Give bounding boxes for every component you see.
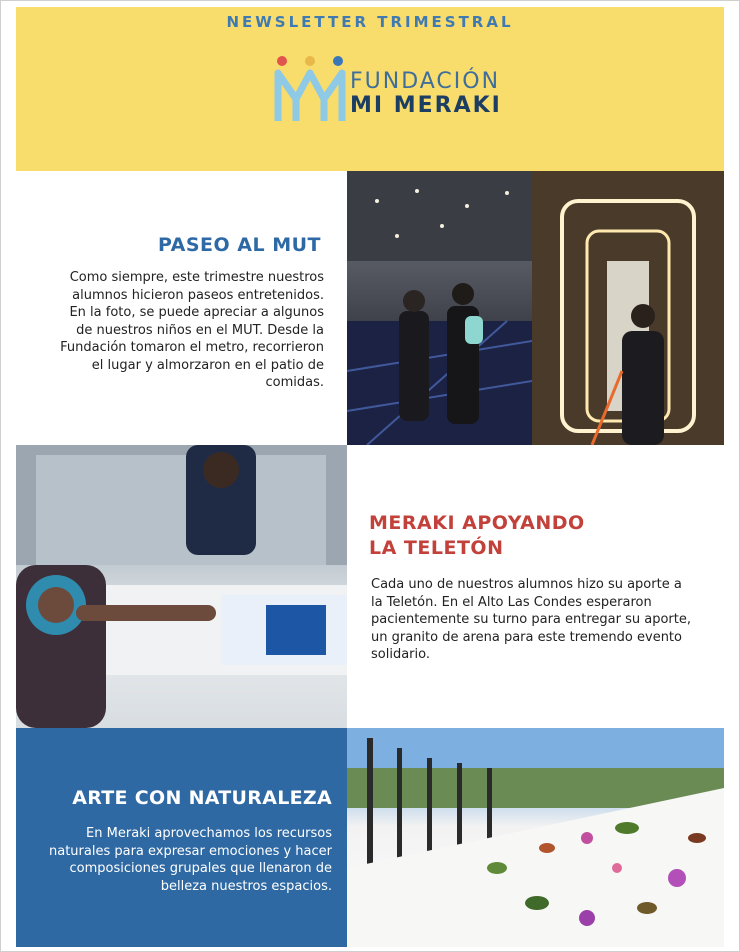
section-title-naturaleza: ARTE CON NATURALEZA	[72, 787, 332, 809]
section-title-teleton-line1: MERAKI APOYANDO	[369, 512, 585, 534]
section-body-teleton: Cada uno de nuestros alumnos hizo su aporte a la Teletón. En el Alto Las Condes esperaron pacientemente su turno para entregar su aporte, un granito de arena para este tremendo evento solidario.	[371, 577, 691, 662]
section-body-paseo: Como siempre, este trimestre nuestros alumnos hicieron paseos entretenidos. En la foto, se puede apreciar a algunos de nuestros niños en el MUT. Desde la Fundación tomaron el metro, recorrieron el lugar y almorzaron en el patio de comidas.	[60, 270, 324, 390]
photo-nature-art-wall	[347, 728, 724, 947]
section-title-teleton-line2: LA TELETÓN	[369, 537, 504, 559]
photo-mut-hallway	[347, 171, 532, 445]
photo-teleton-counter	[16, 445, 347, 728]
newsletter-kicker: NEWSLETTER TRIMESTRAL	[226, 13, 514, 31]
logo-text-meraki: MI MERAKI	[350, 93, 502, 118]
newsletter-header	[16, 7, 724, 171]
section-body-naturaleza: En Meraki aprovechamos los recursos naturales para expresar emociones y hacer composiciones grupales que llenaron de belleza nuestros espacios.	[48, 826, 332, 894]
photo-mut-light-tunnel	[532, 171, 724, 445]
section-title-paseo: PASEO AL MUT	[157, 234, 321, 256]
meraki-logo-icon	[274, 55, 346, 125]
section-title-teleton	[369, 511, 669, 561]
logo-text-fundacion: FUNDACIÓN	[350, 69, 501, 94]
